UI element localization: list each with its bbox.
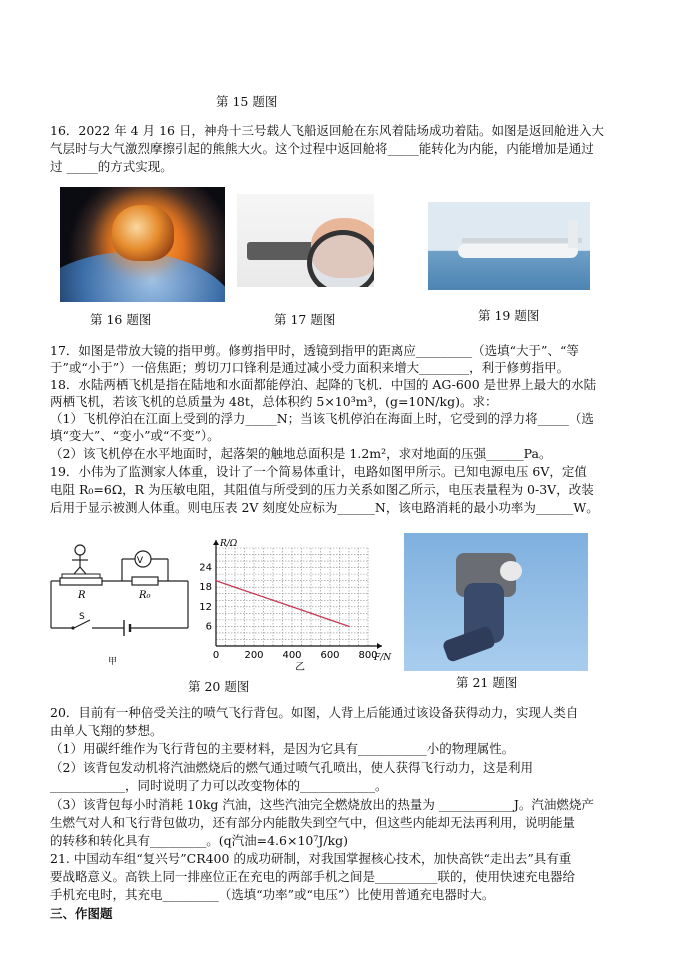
sensor-resistor-label: R <box>78 590 86 601</box>
q20-line-4: （2）该背包发动机将汽油燃烧后的燃气通过喷气孔喷出，使人获得飞行动力，这是利用 <box>50 760 533 775</box>
amphibious-plane-image <box>428 202 590 290</box>
q17-line-1: 17．如图是带放大镜的指甲剪。修剪指甲时，透镜到指甲的距离应_________（选填“大于”、“等 <box>50 343 579 358</box>
q20-line-6: （3）该背包每小时消耗 10kg 汽油，这些汽油完全燃烧放出的热量为 ____________J。汽油燃烧产 <box>50 797 594 812</box>
q21-line-3: 手机充电时，其充电_________（选填“功率”或“电压”）比使用普通充电器时大。 <box>50 887 495 902</box>
q16-line-3: 过 _____的方式实现。 <box>50 159 173 174</box>
x-tick-label: 200 <box>244 650 264 661</box>
caption-q16: 第 16 题图 <box>90 312 152 327</box>
data-point <box>272 599 274 601</box>
y-tick-label: 24 <box>199 562 212 574</box>
q16-line-1: 16．2022 年 4 月 16 日，神舟十三号载人飞船返回舱在东风着陆场成功着陆。如图是返回舱进入大 <box>50 123 604 138</box>
x-tick-label: 0 <box>212 650 220 661</box>
y-tick-label: 12 <box>199 601 212 613</box>
q20-line-8: 的转移和转化具有_________。(q汽油=4.6×10⁷J/kg) <box>50 833 349 848</box>
q21-line-1: 21. 中国动车组“复兴号”CR400 的成功研制，对我国掌握核心技术，加快高铁“走出去”具有重 <box>50 851 572 866</box>
q20-line-5: ____________，同时说明了力可以改变物体的____________。 <box>50 778 388 793</box>
switch-label: S <box>79 612 85 622</box>
caption-q20: 第 20 题图 <box>188 679 250 694</box>
q16-line-2: 气层时与大气激烈摩擦引起的熊熊大火。这个过程中返回舱将_____能转化为内能，内能增加是通过 <box>50 141 594 156</box>
x-tick-label: 600 <box>320 650 340 661</box>
caption-q17: 第 17 题图 <box>274 312 336 327</box>
q18-line-3: （1）飞机停泊在江面上受到的浮力_____N；当该飞机停泊在海面上时，它受到的浮力将_____（选 <box>50 411 594 426</box>
data-point <box>329 619 331 621</box>
q20-line-2: 由单人飞翔的梦想。 <box>50 723 163 738</box>
chart-sublabel: 乙 <box>295 662 305 673</box>
caption-q19: 第 19 题图 <box>478 308 540 323</box>
voltmeter-label: V <box>136 556 144 566</box>
q20-line-3: （1）用碳纤维作为飞行背包的主要材料，是因为它具有___________小的物理属性。 <box>50 741 515 756</box>
q18-line-2: 两栖飞机，若该飞机的总质量为 48t，总体积约 5×10³m³，(g=10N/kg)。求： <box>50 394 498 409</box>
reentry-capsule-image <box>60 187 225 302</box>
caption-q21: 第 21 题图 <box>456 675 518 690</box>
y-tick-label: 6 <box>205 621 212 633</box>
q18-line-4: 填“变大”、“变小”或“不变”）。 <box>50 428 220 443</box>
q20-line-1: 20．目前有一种倍受关注的喷气飞行背包。如图，人背上后能通过该设备获得动力，实现人类自 <box>50 705 579 720</box>
x-axis-arrow <box>377 643 382 649</box>
q19-line-2: 电阻 R₀=6Ω，R 为压敏电阻，其阻值与所受到的压力关系如图乙所示，电压表量程为 0-3V，改装 <box>50 482 594 497</box>
y-axis-label: R/Ω <box>220 539 238 549</box>
caption-q15: 第 15 题图 <box>216 94 278 109</box>
data-point <box>310 612 312 614</box>
q18-line-1: 18．水陆两栖飞机是指在陆地和水面都能停泊、起降的飞机．中国的 AG-600 是世界上最大的水陆 <box>50 377 597 392</box>
data-point <box>234 586 236 588</box>
jetpack-image <box>404 533 588 671</box>
x-tick-label: 800 <box>358 650 378 661</box>
x-tick-label: 400 <box>282 650 302 661</box>
fixed-resistor-label: R₀ <box>139 590 151 601</box>
circuit-diagram <box>46 540 196 670</box>
q21-line-2: 要战略意义。高铁上同一排座位正在充电的两部手机之间是__________联的，使用快速充电器给 <box>50 869 576 884</box>
q17-line-2: 于”或“小于”）一倍焦距；剪切刀口锋利是通过减小受力面积来增大________，利于修剪指甲。 <box>50 360 570 375</box>
section-title: 三、作图题 <box>50 906 113 921</box>
q18-line-5: （2）该飞机停在水平地面时，起落架的触地总面积是 1.2m²，求对地面的压强______Pa。 <box>50 446 552 461</box>
x-axis-label: F/N <box>374 653 392 663</box>
resistance-force-chart <box>196 536 396 674</box>
data-point <box>253 593 255 595</box>
y-tick-label: 18 <box>199 582 212 594</box>
y-axis-arrow <box>213 540 219 545</box>
data-point <box>291 606 293 608</box>
diagram-jia-label: 甲 <box>108 657 118 667</box>
nail-clipper-image <box>237 194 374 287</box>
q19-line-1: 19．小伟为了监测家人体重，设计了一个简易体重计，电路如图甲所示。已知电源电压 6V，定值 <box>50 464 587 479</box>
q19-line-3: 后用于显示被测人体重。则电压表 2V 刻度处应标为______N，该电路消耗的最小功率为______W。 <box>50 500 599 515</box>
data-point <box>348 626 350 628</box>
q20-line-7: 生燃气对人和飞行背包做功，还有部分内能散失到空气中，但这些内能却无法再利用，说明能量 <box>50 815 576 830</box>
data-point <box>215 580 217 582</box>
